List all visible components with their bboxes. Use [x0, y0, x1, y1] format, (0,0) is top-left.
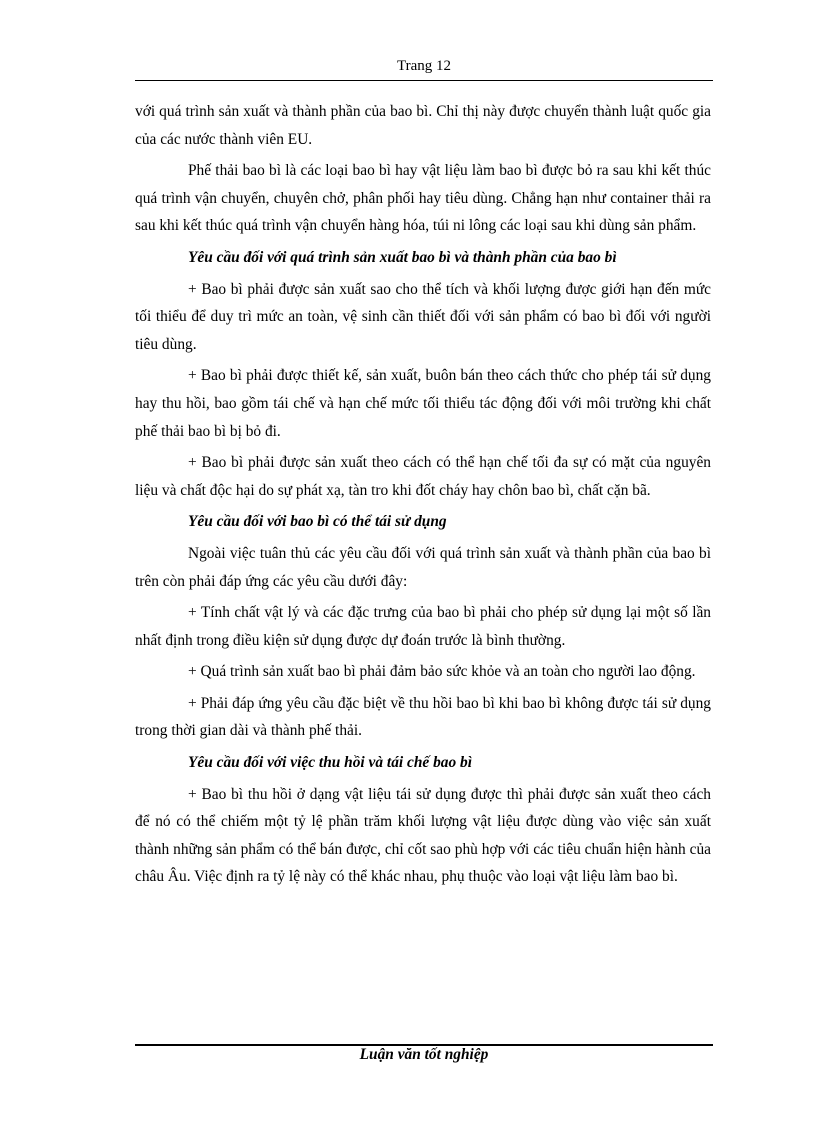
paragraph-definition: Phế thải bao bì là các loại bao bì hay vật liệu làm bao bì được bỏ ra sau khi kết thúc quá trình vận chuyển, chuyên chở, phân phối hay tiêu dùng. Chẳng hạn như container thải ra sau khi kết thúc quá trình vận chuyển hàng hóa, túi ni lông các loại sau khi dùng sản phẩm. — [135, 162, 711, 235]
header-divider — [135, 80, 713, 81]
page-header: Trang 12 — [396, 58, 452, 74]
section-heading-production: Yêu cầu đối với quá trình sản xuất bao bì và thành phần của bao bì — [188, 248, 617, 266]
document-body — [135, 98, 711, 895]
list-item: + Bao bì thu hồi ở dạng vật liệu tái sử dụng được thì phải được sản xuất theo cách để nó có thể chiếm một tỷ lệ phần trăm khối lượng vật liệu được dùng vào việc sản xuất thành những sản phẩm có thể bán được, chỉ cốt sao phù hợp với các tiêu chuẩn hiện hành của châu Âu. Việc định ra tỷ lệ này có thể khác nhau, phụ thuộc vào loại vật liệu làm bao bì. — [135, 785, 711, 886]
section-heading-recycling: Yêu cầu đối với việc thu hồi và tái chế bao bì — [188, 754, 472, 772]
list-item: + Quá trình sản xuất bao bì phải đảm bảo sức khỏe và an toàn cho người lao động. — [188, 663, 696, 681]
paragraph-intro: Ngoài việc tuân thủ các yêu cầu đối với quá trình sản xuất và thành phần của bao bì trên còn phải đáp ứng các yêu cầu dưới đây: — [135, 544, 711, 590]
list-item: + Bao bì phải được sản xuất theo cách có thể hạn chế tối đa sự có mặt của nguyên liệu và chất độc hại do sự phát xạ, tàn tro khi đốt cháy hay chôn bao bì, chất cặn bã. — [135, 454, 711, 499]
list-item: + Tính chất vật lý và các đặc trưng của bao bì phải cho phép sử dụng lại một số lần nhất định trong điều kiện sử dụng được dự đoán trước là bình thường. — [135, 604, 711, 649]
paragraph-continuation: với quá trình sản xuất và thành phần của bao bì. Chỉ thị này được chuyển thành luật quốc gia của các nước thành viên EU. — [135, 103, 711, 148]
section-heading-reuse: Yêu cầu đối với bao bì có thể tái sử dụng — [188, 513, 447, 531]
list-item: + Bao bì phải được sản xuất sao cho thể tích và khối lượng được giới hạn đến mức tối thiểu để duy trì mức an toàn, vệ sinh cần thiết đối với sản phẩm có bao bì đối với người tiêu dùng. — [135, 280, 711, 353]
list-item: + Phải đáp ứng yêu cầu đặc biệt về thu hồi bao bì khi bao bì không được tái sử dụng trong thời gian dài và thành phế thải. — [135, 694, 711, 740]
list-item: + Bao bì phải được thiết kế, sản xuất, buôn bán theo cách thức cho phép tái sử dụng hay thu hồi, bao gồm tái chế và hạn chế mức tối thiểu tác động đối với môi trường khi chất phế thải bao bì bị bỏ đi. — [135, 367, 711, 440]
page-footer: Luận văn tốt nghiệp — [359, 1046, 489, 1063]
